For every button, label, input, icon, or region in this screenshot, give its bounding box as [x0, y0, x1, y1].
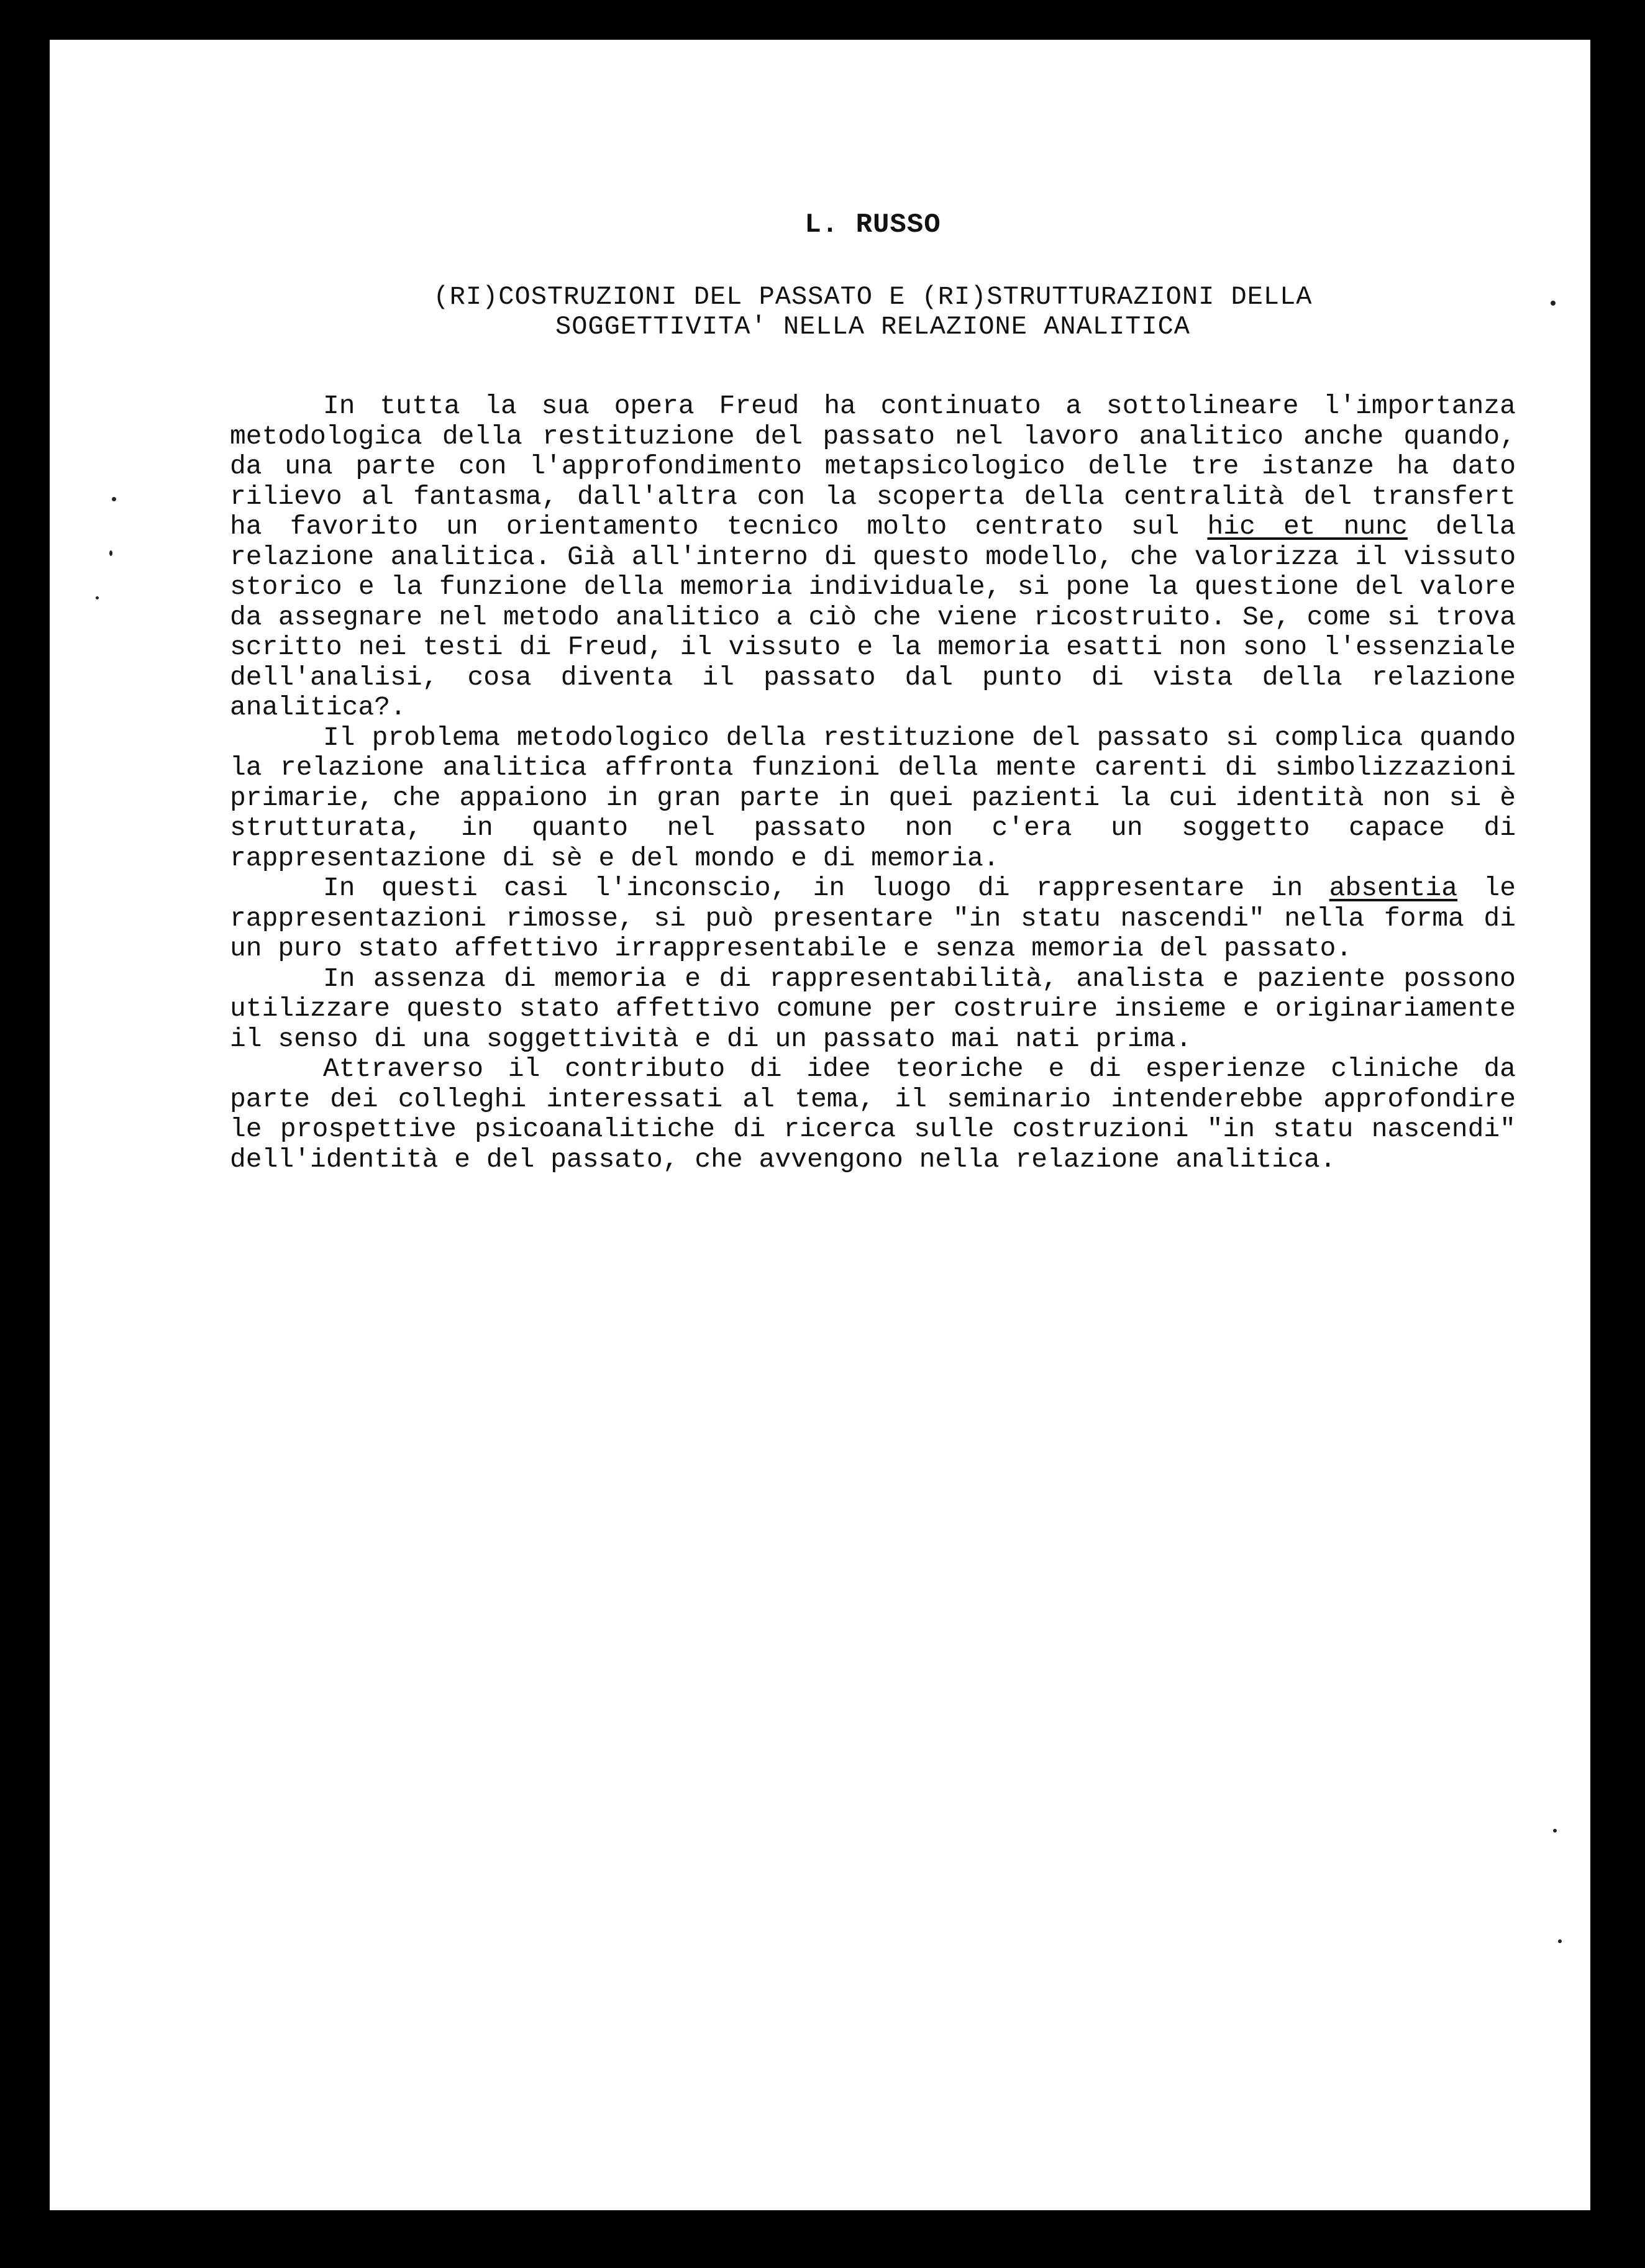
body-text: [230, 391, 1516, 1175]
underlined-phrase-hic-et-nunc: hic et nunc: [1207, 511, 1408, 542]
paragraph-1-part-b: della relazione analitica. Già all'interno di questo modello, che valorizza il vissuto storico e la funzione della memoria individuale, si pone la questione del valore da assegnare nel metodo analitico a ciò che viene ricostruito. Se, come si trova scritto nei testi di Freud, il vissuto e la memoria esatti non sono l'essenziale dell'analisi, cosa diventa il passato dal punto di vista della relazione analitica?.: [230, 511, 1516, 722]
scan-speck: [96, 596, 99, 599]
paragraph-1-part-a: In tutta la sua opera Freud ha continuato a sottolineare l'importanza metodologica della restituzione del passato nel lavoro analitico anche quando, da una parte con l'approfondimento metapsicologico delle tre istanze ha dato rilievo al fantasma, dall'altra con la scoperta della centralità del transfert ha favorito un orientamento tecnico molto centrato sul: [230, 391, 1516, 542]
document-title: [230, 282, 1516, 342]
paragraph-3-part-b: le rappresentazioni rimosse, si può presentare "in statu nascendi" nella forma di un puro stato affettivo irrappresentabile e senza memoria del passato.: [230, 873, 1516, 963]
paragraph-5: Attraverso il contributo di idee teoriche e di esperienze cliniche da parte dei colleghi interessati al tema, il seminario intenderebbe approfondire le prospettive psicoanalitiche di ricerca sulle costruzioni "in statu nascendi" dell'identità e del passato, che avvengono nella relazione analitica.: [230, 1054, 1516, 1175]
paragraph-3-part-a: In questi casi l'inconscio, in luogo di rappresentare in: [323, 873, 1303, 903]
paragraph-2: Il problema metodologico della restituzione del passato si complica quando la relazione analitica affronta funzioni della mente carenti di simbolizzazioni primarie, che appaiono in gran parte in quei pazienti la cui identità non si è strutturata, in quanto nel passato non c'era un soggetto capace di rappresentazione di sè e del mondo e di memoria.: [230, 722, 1516, 873]
paragraph-1: [230, 391, 1516, 723]
document-page: [50, 40, 1590, 2210]
author-name: L. RUSSO: [804, 209, 941, 240]
title-line-2: SOGGETTIVITA' NELLA RELAZIONE ANALITICA: [555, 312, 1190, 342]
scan-speck: [112, 497, 116, 501]
scan-speck: [109, 550, 112, 556]
title-line-1: (RI)COSTRUZIONI DEL PASSATO E (RI)STRUTTURAZIONI DELLA: [433, 282, 1313, 312]
paragraph-3: [230, 873, 1516, 964]
paragraph-4: In assenza di memoria e di rappresentabilità, analista e paziente possono utilizzare questo stato affettivo comune per costruire insieme e originariamente il senso di una soggettività e di un passato mai nati prima.: [230, 963, 1516, 1054]
scan-speck: [1558, 1939, 1562, 1943]
underlined-word-absentia: absentia: [1329, 873, 1458, 903]
document-content: [230, 206, 1516, 1175]
scan-speck: [1553, 1829, 1557, 1833]
scan-speck: [1551, 301, 1556, 306]
